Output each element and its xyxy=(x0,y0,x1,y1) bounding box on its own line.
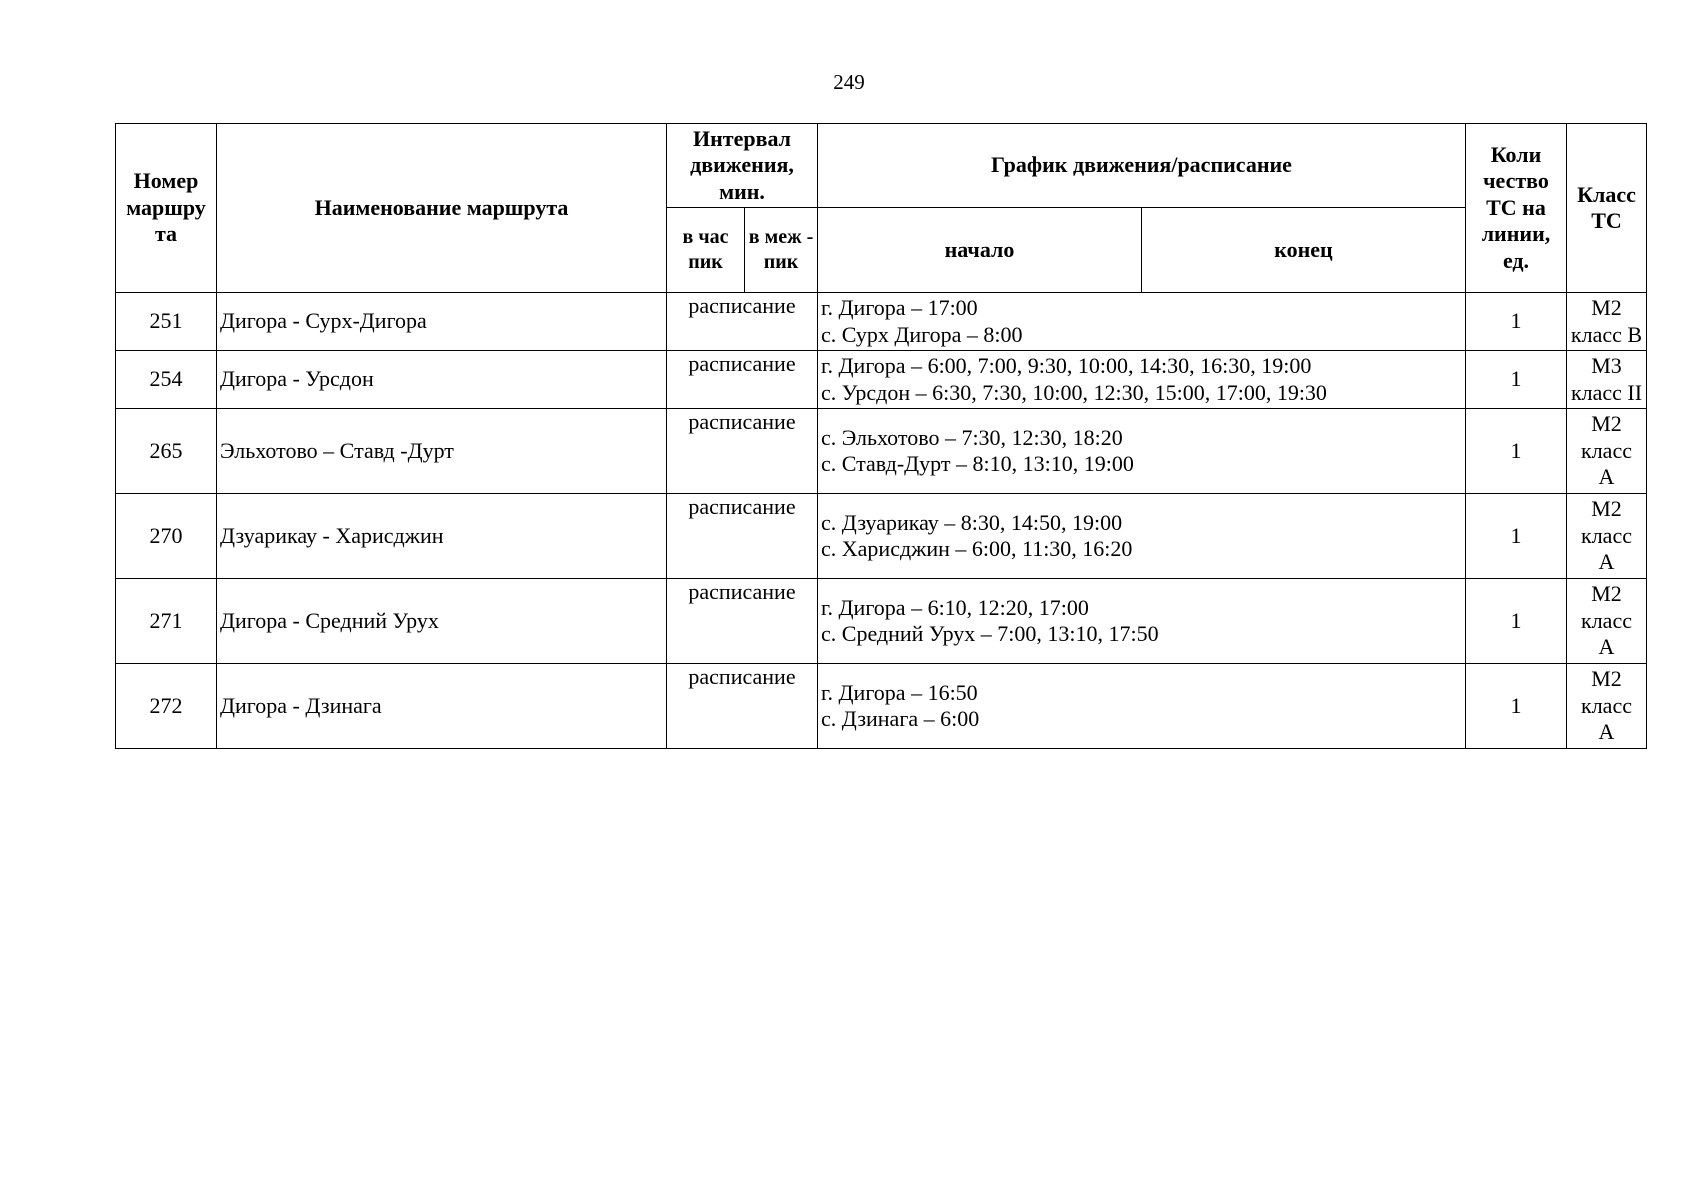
vehicle-class-line: М2 xyxy=(1591,581,1622,607)
table-row xyxy=(116,494,1647,579)
vehicle-class-line: М2 xyxy=(1591,411,1622,437)
route-name: Дзуарикау - Харисджин xyxy=(217,494,667,579)
vehicle-count: 1 xyxy=(1466,409,1567,494)
route-name: Дигора - Средний Урух xyxy=(217,579,667,664)
route-schedule xyxy=(818,579,1466,664)
header-schedule: График движения/расписание xyxy=(818,124,1466,208)
route-number: 272 xyxy=(116,664,217,749)
header-interval: Интервал движения, мин. xyxy=(667,124,818,208)
table-row xyxy=(116,351,1647,409)
route-schedule xyxy=(818,293,1466,351)
vehicle-class-line: А xyxy=(1598,549,1615,575)
vehicle-count: 1 xyxy=(1466,351,1567,409)
schedule-line: г. Дигора – 6:00, 7:00, 9:30, 10:00, 14:30, 16:30, 19:00 xyxy=(821,353,1312,379)
header-schedule-start: начало xyxy=(818,208,1142,293)
header-vehicle-count: Коли чество ТС на линии, ед. xyxy=(1466,124,1567,293)
schedule-line: г. Дигора – 6:10, 12:20, 17:00 xyxy=(821,594,1089,620)
vehicle-class xyxy=(1567,293,1647,351)
route-schedule xyxy=(818,409,1466,494)
route-number: 265 xyxy=(116,409,217,494)
header-interval-offpeak: в меж - пик xyxy=(745,208,818,293)
vehicle-class xyxy=(1567,579,1647,664)
vehicle-class-line: А xyxy=(1598,719,1615,745)
schedule-line: с. Урсдон – 6:30, 7:30, 10:00, 12:30, 15:00, 17:00, 19:30 xyxy=(821,379,1327,405)
vehicle-class-line: М2 xyxy=(1591,295,1622,321)
route-number: 251 xyxy=(116,293,217,351)
vehicle-count: 1 xyxy=(1466,579,1567,664)
vehicle-class-line: класс xyxy=(1581,692,1632,718)
route-name: Дигора - Урсдон xyxy=(217,351,667,409)
route-number: 271 xyxy=(116,579,217,664)
schedule-line: с. Ставд-Дурт – 8:10, 13:10, 19:00 xyxy=(821,451,1134,476)
table-row xyxy=(116,579,1647,664)
schedule-line: г. Дигора – 17:00 xyxy=(821,295,978,321)
route-interval: расписание xyxy=(667,494,818,579)
schedule-line: с. Дзуарикау – 8:30, 14:50, 19:00 xyxy=(821,509,1123,535)
page-number: 249 xyxy=(833,70,865,94)
schedule-line: с. Дзинага – 6:00 xyxy=(821,706,980,731)
vehicle-class xyxy=(1567,409,1647,494)
vehicle-class-line: класс II xyxy=(1570,379,1643,405)
route-schedule xyxy=(818,494,1466,579)
vehicle-class-line: М2 xyxy=(1591,496,1622,522)
header-schedule-end: конец xyxy=(1142,208,1466,293)
table-row xyxy=(116,664,1647,749)
route-interval: расписание xyxy=(667,351,818,409)
route-schedule xyxy=(818,664,1466,749)
vehicle-class-line: М2 xyxy=(1591,666,1622,692)
route-schedule xyxy=(818,351,1466,409)
route-number: 270 xyxy=(116,494,217,579)
vehicle-count: 1 xyxy=(1466,293,1567,351)
schedule-line: с. Харисджин – 6:00, 11:30, 16:20 xyxy=(821,536,1133,561)
header-interval-peak: в час пик xyxy=(667,208,745,293)
vehicle-class-line: А xyxy=(1598,464,1615,490)
table-row xyxy=(116,293,1647,351)
vehicle-class-line: класс xyxy=(1581,522,1632,548)
route-interval: расписание xyxy=(667,409,818,494)
route-interval: расписание xyxy=(667,664,818,749)
header-row xyxy=(116,124,1647,208)
vehicle-class-line: класс xyxy=(1581,437,1632,463)
header-route-number: Номер маршру та xyxy=(116,124,217,293)
vehicle-class xyxy=(1567,494,1647,579)
routes-table xyxy=(115,123,1647,749)
schedule-line: с. Средний Урух – 7:00, 13:10, 17:50 xyxy=(821,621,1159,646)
route-interval: расписание xyxy=(667,293,818,351)
vehicle-class-line: класс В xyxy=(1570,321,1643,347)
vehicle-count: 1 xyxy=(1466,494,1567,579)
schedule-line: с. Эльхотово – 7:30, 12:30, 18:20 xyxy=(821,424,1123,450)
route-name: Эльхотово – Ставд -Дурт xyxy=(217,409,667,494)
table-row xyxy=(116,409,1647,494)
vehicle-class-line: М3 xyxy=(1591,353,1622,379)
header-vehicle-class: Класс ТС xyxy=(1567,124,1647,293)
vehicle-class-line: А xyxy=(1598,634,1615,660)
route-number: 254 xyxy=(116,351,217,409)
route-interval: расписание xyxy=(667,579,818,664)
schedule-line: с. Сурх Дигора – 8:00 xyxy=(821,321,1023,347)
vehicle-class xyxy=(1567,664,1647,749)
vehicle-count: 1 xyxy=(1466,664,1567,749)
route-name: Дигора - Дзинага xyxy=(217,664,667,749)
schedule-line: г. Дигора – 16:50 xyxy=(821,679,978,705)
vehicle-class xyxy=(1567,351,1647,409)
header-route-name: Наименование маршрута xyxy=(217,124,667,293)
vehicle-class-line: класс xyxy=(1581,607,1632,633)
route-name: Дигора - Сурх-Дигора xyxy=(217,293,667,351)
